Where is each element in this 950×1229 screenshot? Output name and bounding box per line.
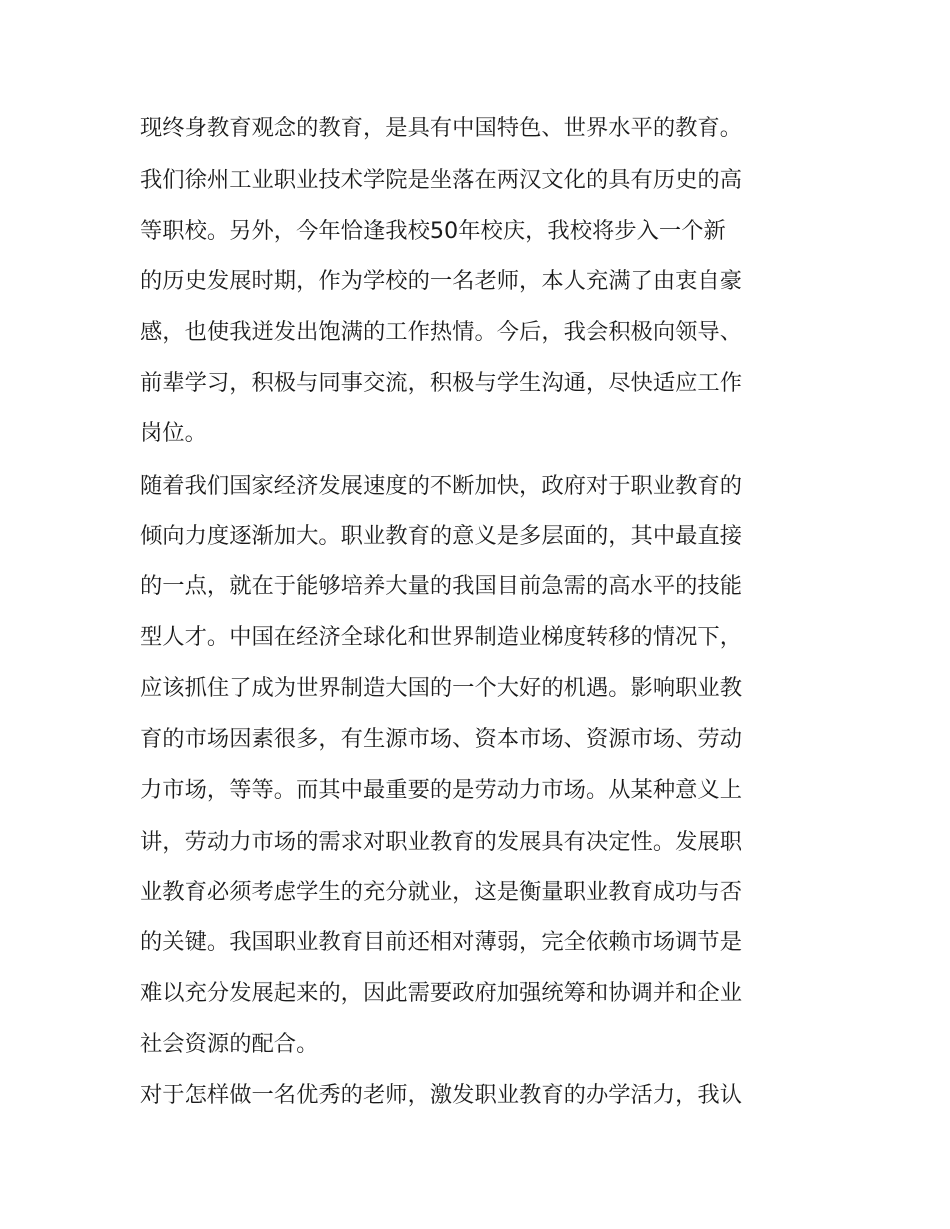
text-line: 的一点，就在于能够培养大量的我国目前急需的高水平的技能 <box>140 573 743 599</box>
text-line: 随着我们国家经济发展速度的不断加快，政府对于职业教育的 <box>140 473 743 499</box>
text-line: 现终身教育观念的教育，是具有中国特色、世界水平的教育。 <box>140 115 743 141</box>
text-line: 的关键。我国职业教育目前还相对薄弱，完全依赖市场调节是 <box>140 929 743 955</box>
text-line: 的历史发展时期，作为学校的一名老师，本人充满了由衷自豪 <box>140 268 743 294</box>
text-line: 育的市场因素很多，有生源市场、资本市场、资源市场、劳动 <box>140 726 743 752</box>
text-line: 型人才。中国在经济全球化和世界制造业梯度转移的情况下， <box>140 624 743 650</box>
text-line: 我们徐州工业职业技术学院是坐落在两汉文化的具有历史的高 <box>140 167 743 193</box>
text-line: 应该抓住了成为世界制造大国的一个大好的机遇。影响职业教 <box>140 675 743 701</box>
text-line: 感，也使我迸发出饱满的工作热情。今后，我会积极向领导、 <box>140 319 743 345</box>
text-line: 对于怎样做一名优秀的老师，激发职业教育的办学活力，我认 <box>140 1082 743 1108</box>
text-line: 社会资源的配合。 <box>140 1031 319 1057</box>
text-line: 等职校。另外，今年恰逢我校50年校庆，我校将步入一个新 <box>140 218 726 244</box>
text-line: 前辈学习，积极与同事交流，积极与学生沟通，尽快适应工作 <box>140 370 743 396</box>
text-line: 岗位。 <box>140 420 207 446</box>
text-line: 难以充分发展起来的，因此需要政府加强统筹和协调并和企业 <box>140 980 743 1006</box>
text-line: 倾向力度逐渐加大。职业教育的意义是多层面的，其中最直接 <box>140 523 743 549</box>
text-line: 业教育必须考虑学生的充分就业，这是衡量职业教育成功与否 <box>140 879 743 905</box>
text-line: 力市场，等等。而其中最重要的是劳动力市场。从某种意义上 <box>140 777 743 803</box>
text-line: 讲，劳动力市场的需求对职业教育的发展具有决定性。发展职 <box>140 829 743 855</box>
